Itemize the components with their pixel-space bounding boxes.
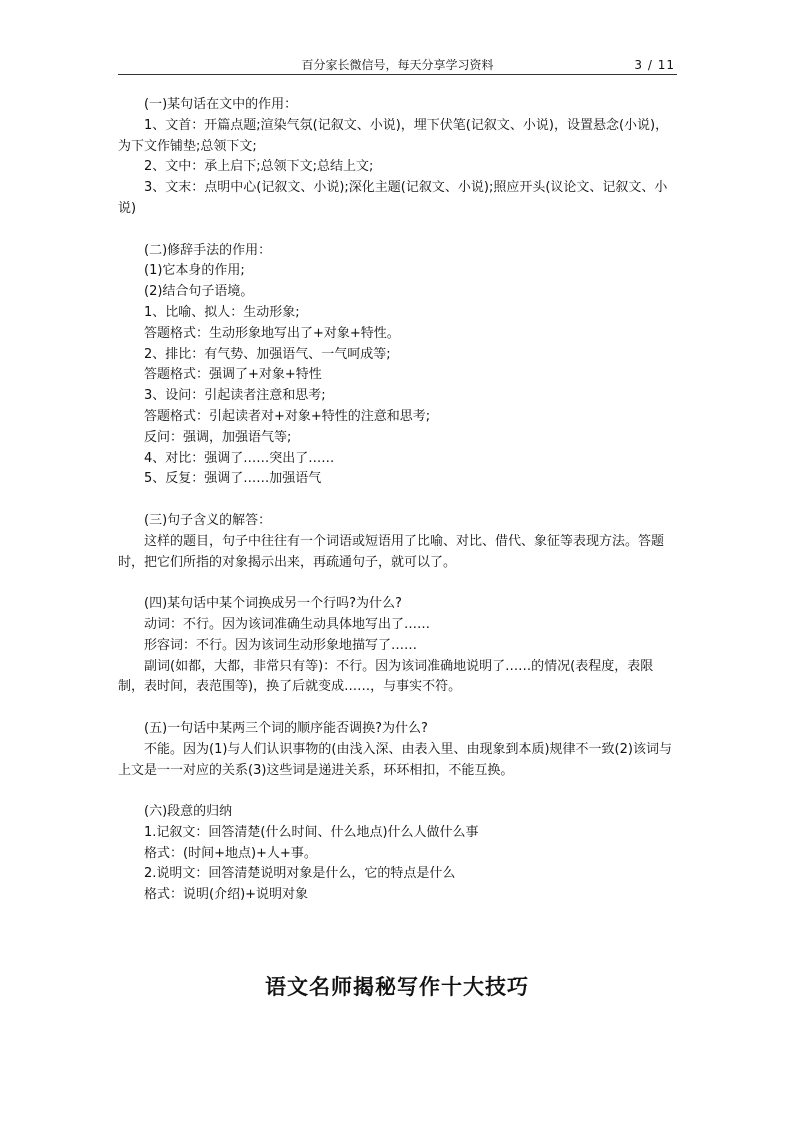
text-line: 2、文中：承上启下;总领下文;总结上文; — [144, 159, 374, 175]
content-section — [118, 594, 677, 698]
content-section — [118, 95, 677, 220]
text-line: 形容词：不行。因为该词生动形象地描写了…… — [144, 637, 418, 653]
page-header — [118, 56, 677, 75]
paragraph-gap — [118, 698, 677, 719]
content-section — [118, 511, 677, 573]
text-line: 格式：(时间+地点)+人+事。 — [144, 845, 317, 861]
text-line: 4、对比：强调了……突出了…… — [144, 450, 335, 466]
content-section — [118, 241, 677, 491]
paragraph-gap — [118, 220, 677, 241]
section-title: (三)句子含义的解答： — [144, 512, 272, 528]
section-title: (六)段意的归纳 — [144, 804, 233, 820]
text-line: 答题格式：生动形象地写出了+对象+特性。 — [144, 325, 400, 341]
text-line: 反问：强调，加强语气等; — [144, 429, 292, 445]
section-title: (一)某句话在文中的作用： — [144, 97, 298, 112]
text-line: 5、反复：强调了……加强语气 — [144, 471, 322, 487]
section-title: (五)一句话中某两三个词的顺序能否调换?为什么? — [144, 720, 428, 736]
text-line: 1、文首：开篇点题;渲染气氛(记叙文、小说)，埋下伏笔(记叙文、小说)，设置悬念(小说)，为下文作铺垫;总领下文; — [118, 117, 669, 154]
header-title: 百分家长微信号，每天分享学习资料 — [301, 58, 494, 72]
text-line: 2.说明文：回答清楚说明对象是什么，它的特点是什么 — [144, 866, 456, 882]
text-line: 1、比喻、拟人：生动形象; — [144, 304, 300, 320]
document-body — [118, 95, 677, 906]
content-section — [118, 719, 677, 781]
section-title: (四)某句话中某个词换成另一个行吗?为什么? — [144, 596, 402, 612]
text-line: 2、排比：有气势、加强语气、一气呵成等; — [144, 346, 391, 362]
text-line: (1)它本身的作用; — [144, 263, 245, 279]
paragraph-gap — [118, 490, 677, 511]
section-title: (二)修辞手法的作用： — [144, 242, 272, 258]
content-section — [118, 802, 677, 906]
text-line: 3、设问：引起读者注意和思考; — [144, 388, 326, 404]
text-line: 这样的题目，句子中往往有一个词语或短语用了比喻、对比、借代、象征等表现方法。答题时，把它们所指的对象揭示出来，再疏通句子，就可以了。 — [118, 533, 665, 570]
text-line: (2)结合句子语境。 — [144, 284, 254, 300]
page-number: 3 / 11 — [634, 58, 675, 72]
text-line: 答题格式：引起读者对+对象+特性的注意和思考; — [144, 408, 431, 424]
text-line: 不能。因为(1)与人们认识事物的(由浅入深、由表入里、由现象到本质)规律不一致(2)该词与上文是一一对应的关系(3)这些词是递进关系，环环相扣，不能互换。 — [118, 741, 672, 778]
text-line: 动词：不行。因为该词准确生动具体地写出了…… — [144, 616, 431, 632]
paragraph-gap — [118, 781, 677, 802]
section-heading: 语文名师揭秘写作十大技巧 — [265, 974, 529, 999]
paragraph-gap — [118, 573, 677, 594]
text-line: 答题格式：强调了+对象+特性 — [144, 367, 322, 383]
text-line: 格式：说明(介绍)+说明对象 — [144, 887, 309, 903]
text-line: 1.记叙文：回答清楚(什么时间、什么地点)什么人做什么事 — [144, 824, 479, 840]
text-line: 副词(如都，大都，非常只有等)：不行。因为该词准确地说明了……的情况(表程度，表限制，表时间，表范围等)，换了后就变成……，与事实不符。 — [118, 658, 654, 695]
text-line: 3、文末：点明中心(记叙文、小说);深化主题(记叙文、小说);照应开头(议论文、记叙文、小说) — [118, 180, 668, 216]
